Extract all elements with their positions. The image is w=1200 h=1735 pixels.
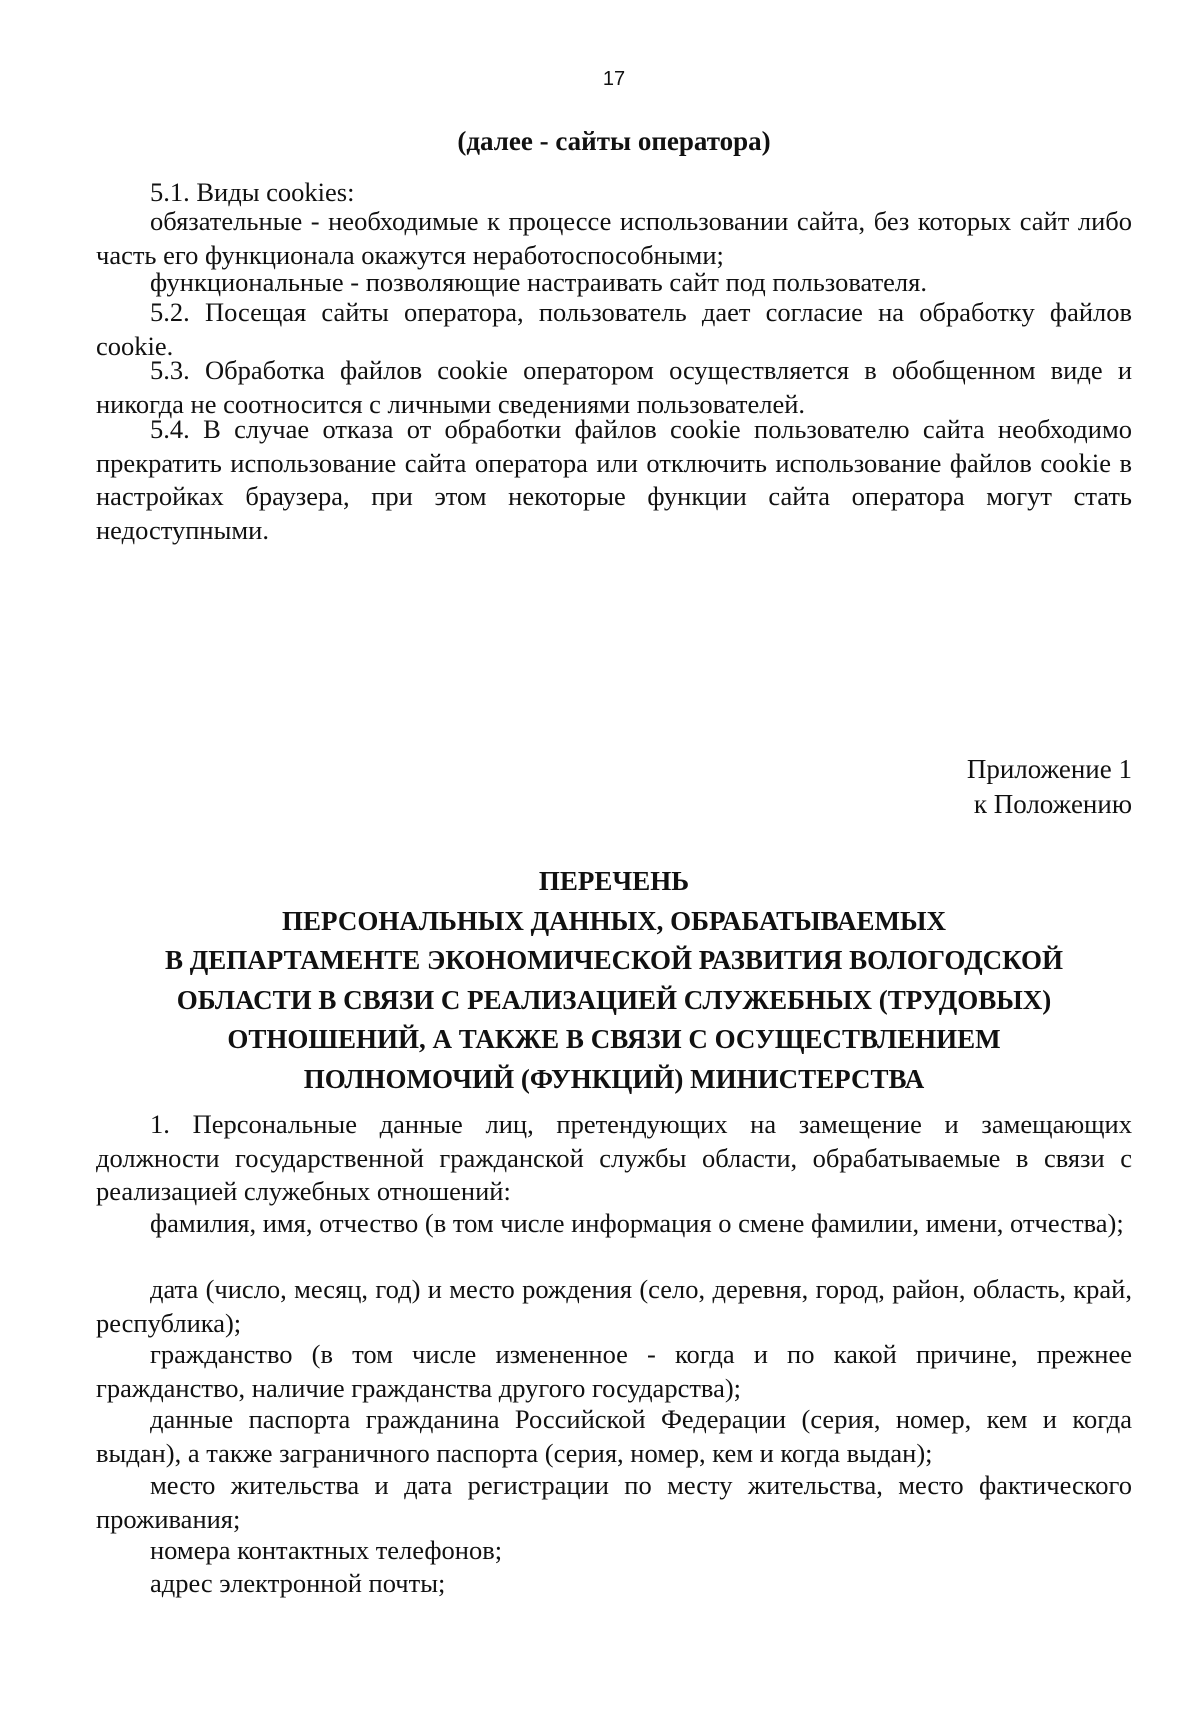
heading-line-6: ПОЛНОМОЧИЙ (ФУНКЦИЙ) МИНИСТЕРСТВА xyxy=(303,1063,925,1094)
cookies-functional-paragraph: функциональные - позволяющие настраивать сайт под пользователя. xyxy=(150,267,927,297)
document-page xyxy=(96,0,1132,1735)
appendix-line-2: к Положению xyxy=(973,789,1132,819)
paragraph-5-1: 5.1. Виды cookies: xyxy=(150,177,355,207)
heading-line-4: ОБЛАСТИ В СВЯЗИ С РЕАЛИЗАЦИЕЙ СЛУЖЕБНЫХ (ТРУДОВЫХ) xyxy=(176,984,1052,1015)
heading-line-3: В ДЕПАРТАМЕНТЕ ЭКОНОМИЧЕСКОЙ РАЗВИТИЯ ВОЛОГОДСКОЙ xyxy=(164,945,1064,975)
paragraph-5-4: 5.4. В случае отказа от обработки файлов cookie пользователю сайта необходимо прекратить использование сайта оператора или отключить использование файлов cookie в настройках браузера, при этом некоторые функции сайта оператора могут стать недоступными. xyxy=(96,414,1132,545)
list-item-1: 1. Персональные данные лиц, претендующих на замещение и замещающих должности государственной гражданской службы области, обрабатываемые в связи с реализацией служебных отношений: xyxy=(96,1109,1132,1206)
list-item-passport: данные паспорта гражданина Российской Федерации (серия, номер, кем и когда выдан), а также заграничного паспорта (серия, номер, кем и когда выдан); xyxy=(96,1404,1132,1468)
section-subtitle: (далее - сайты оператора) xyxy=(457,126,771,156)
page-number: 17 xyxy=(602,68,626,90)
list-item-phones: номера контактных телефонов; xyxy=(150,1535,503,1565)
document-heading xyxy=(96,862,1132,1099)
list-item-birth: дата (число, месяц, год) и место рождения (село, деревня, город, район, область, край, республика); xyxy=(96,1274,1132,1338)
list-item-full-name: фамилия, имя, отчество (в том числе информация о смене фамилии, имени, отчества); xyxy=(150,1208,1124,1238)
list-item-citizenship: гражданство (в том числе измененное - когда и по какой причине, прежнее гражданство, наличие гражданства другого государства); xyxy=(96,1339,1132,1403)
appendix-line-1: Приложение 1 xyxy=(966,754,1132,784)
cookies-required-paragraph: обязательные - необходимые к процессе использовании сайта, без которых сайт либо часть его функционала окажутся неработоспособными; xyxy=(96,206,1132,270)
appendix-reference xyxy=(967,752,1132,822)
heading-line-5: ОТНОШЕНИЙ, А ТАКЖЕ В СВЯЗИ С ОСУЩЕСТВЛЕНИЕМ xyxy=(227,1024,1001,1054)
heading-line-1: ПЕРЕЧЕНЬ xyxy=(538,866,690,896)
heading-line-2: ПЕРСОНАЛЬНЫХ ДАННЫХ, ОБРАБАТЫВАЕМЫХ xyxy=(282,905,946,936)
list-item-email: адрес электронной почты; xyxy=(150,1568,446,1598)
list-item-residence: место жительства и дата регистрации по месту жительства, место фактического проживания; xyxy=(96,1470,1132,1534)
paragraph-5-3: 5.3. Обработка файлов cookie оператором осуществляется в обобщенном виде и никогда не соотносится с личными сведениями пользователей. xyxy=(96,355,1132,419)
paragraph-5-2: 5.2. Посещая сайты оператора, пользователь дает согласие на обработку файлов cookie. xyxy=(96,297,1132,361)
